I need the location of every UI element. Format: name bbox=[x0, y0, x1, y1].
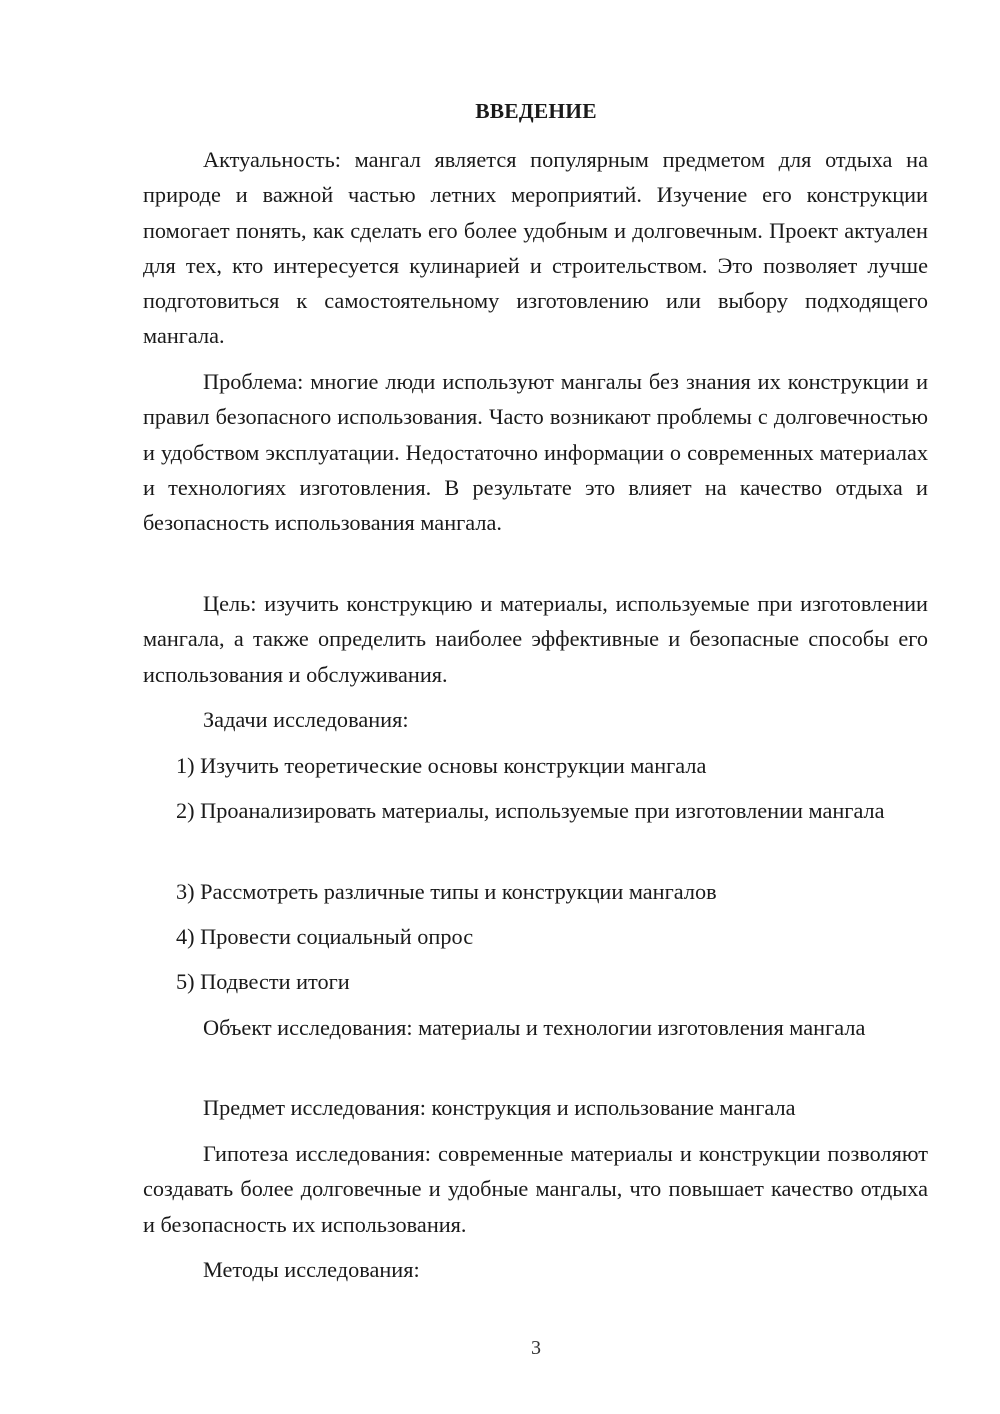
paragraph-methods: Методы исследования: bbox=[203, 1257, 420, 1282]
paragraph-tasks-heading: Задачи исследования: bbox=[203, 707, 409, 732]
task-item-5: 5) Подвести итоги bbox=[176, 969, 350, 994]
task-item-1: 1) Изучить теоретические основы конструкции мангала bbox=[176, 753, 707, 778]
task-item-2: 2) Проанализировать материалы, используемые при изготовлении мангала bbox=[176, 798, 885, 823]
task-item-4: 4) Провести социальный опрос bbox=[176, 924, 474, 949]
paragraph-object: Объект исследования: материалы и технологии изготовления мангала bbox=[203, 1015, 866, 1040]
paragraph-goal: Цель: изучить конструкцию и материалы, используемые при изготовлении мангала, а также определить наиболее эффективные и безопасные способы его использования и обслуживания. bbox=[143, 591, 928, 687]
paragraph-hypothesis: Гипотеза исследования: современные материалы и конструкции позволяют создавать более долговечные и удобные мангалы, что повышает качество отдыха и безопасность их использования. bbox=[143, 1141, 928, 1237]
page-number: 3 bbox=[531, 1337, 541, 1359]
paragraph-relevance: Актуальность: мангал является популярным предметом для отдыха на природе и важной частью летних мероприятий. Изучение его конструкции помогает понять, как сделать его более удобным и долговечным. Проект актуален для тех, кто интересуется кулинарией и строительством. Это позволяет лучше подготовиться к самостоятельному изготовлению или выбору подходящего мангала. bbox=[143, 147, 928, 349]
page-heading: ВВЕДЕНИЕ bbox=[475, 99, 597, 123]
task-item-3: 3) Рассмотреть различные типы и конструкции мангалов bbox=[176, 879, 717, 904]
paragraph-problem: Проблема: многие люди используют мангалы без знания их конструкции и правил безопасного использования. Часто возникают проблемы с долговечностью и удобством эксплуатации. Недостаточно информации о современных материалах и технологиях изготовления. В результате это влияет на качество отдыха и безопасность использования мангала. bbox=[143, 369, 928, 536]
paragraph-subject: Предмет исследования: конструкция и использование мангала bbox=[203, 1095, 796, 1120]
